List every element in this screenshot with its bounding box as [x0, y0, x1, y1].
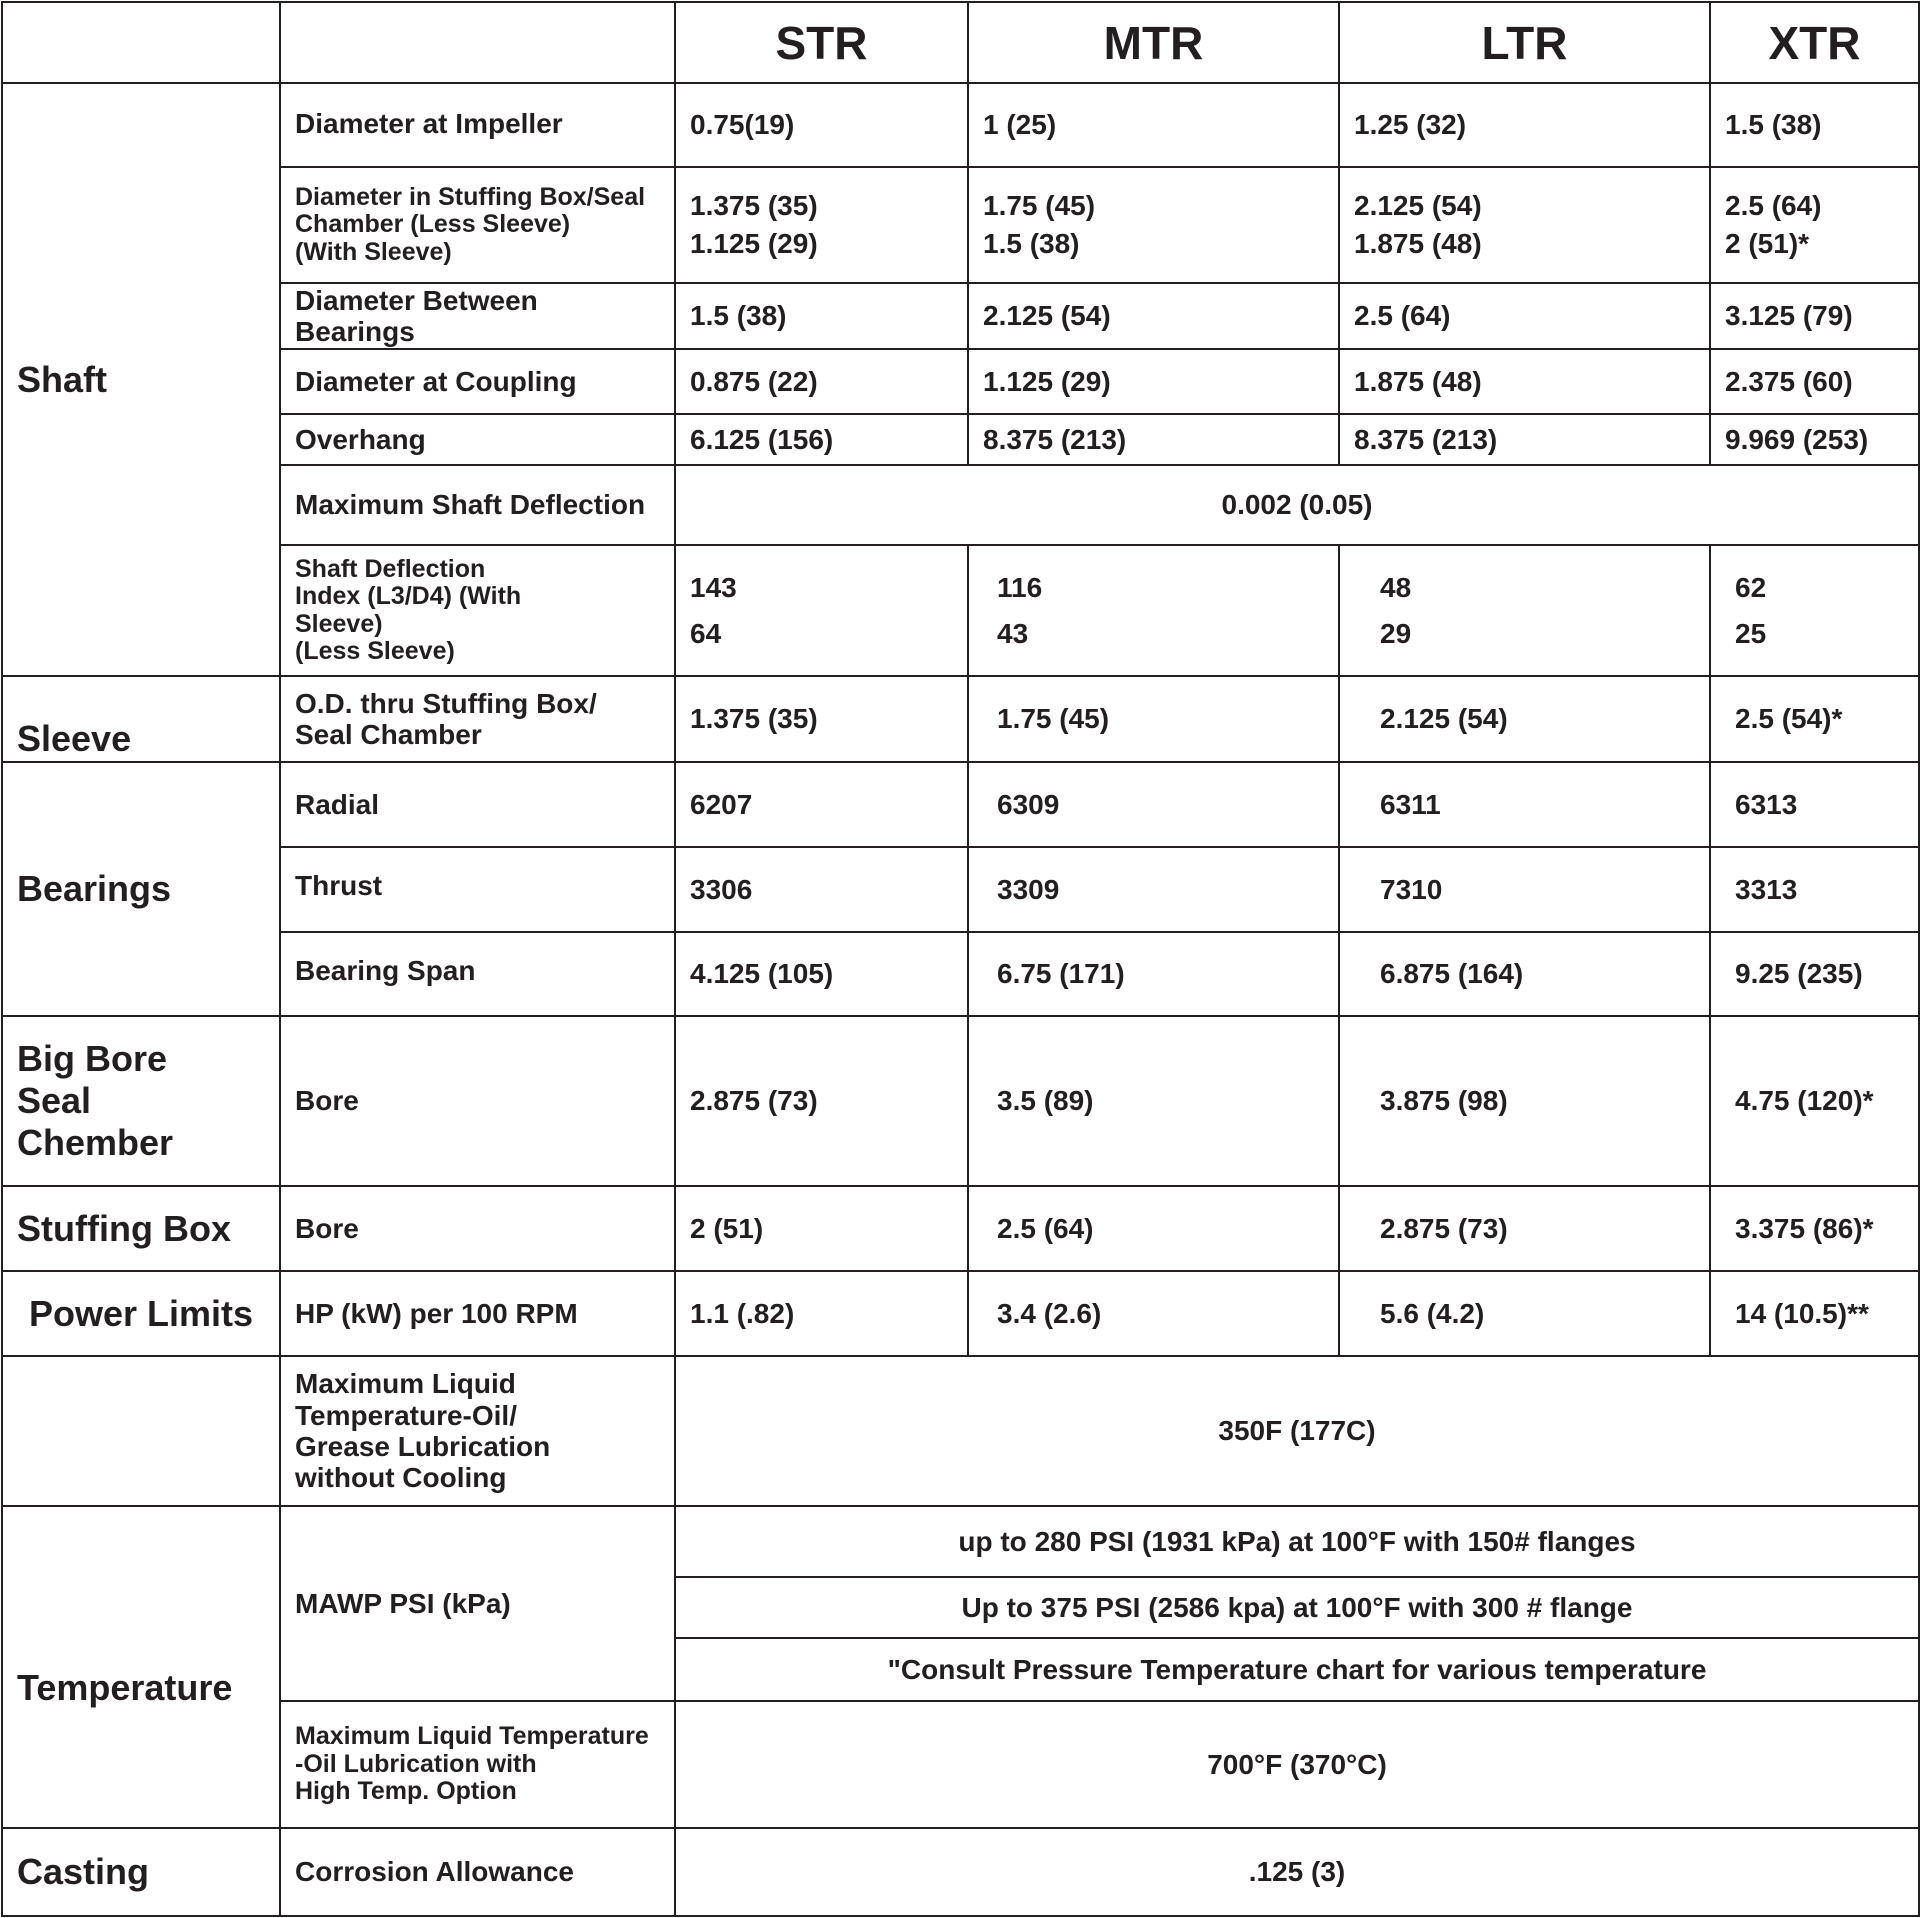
cell-str: 2 (51): [675, 1186, 968, 1271]
table-row: [2, 1016, 1919, 1186]
cell-mtr: [968, 545, 1339, 676]
label-line: (With Sleeve): [295, 237, 452, 266]
value-line: 62: [1735, 571, 1767, 603]
cell-ltr: 5.6 (4.2): [1339, 1271, 1710, 1356]
cell-str: 1.1 (.82): [675, 1271, 968, 1356]
table-row: [2, 414, 1919, 465]
value-line: 2.5 (64): [1725, 190, 1822, 222]
table-row: [2, 349, 1919, 414]
row-label: MAWP PSI (kPa): [280, 1506, 675, 1701]
cell-mtr: 6.75 (171): [968, 932, 1339, 1016]
table-row: [2, 1356, 1919, 1506]
column-header-xtr: XTR: [1710, 2, 1919, 83]
label-line: Chamber (Less Sleeve): [295, 210, 571, 239]
row-label: Thrust: [280, 847, 675, 932]
empty-section-cell: [2, 1356, 280, 1506]
cell-ltr: 3.875 (98): [1339, 1016, 1710, 1186]
cell-xtr: 9.969 (253): [1710, 414, 1919, 465]
mawp-line: up to 280 PSI (1931 kPa) at 100°F with 150# flanges: [675, 1506, 1919, 1577]
label-line: O.D. thru Stuffing Box/: [295, 687, 597, 719]
cell-ltr: [1339, 167, 1710, 283]
value-line: 29: [1380, 617, 1412, 649]
cell-ltr: 2.875 (73): [1339, 1186, 1710, 1271]
row-label: HP (kW) per 100 RPM: [280, 1271, 675, 1356]
cell-ltr: 2.5 (64): [1339, 283, 1710, 349]
table-row: [2, 167, 1919, 283]
spanning-value: 350F (177C): [675, 1356, 1919, 1506]
section-bearings: Bearings: [2, 762, 280, 1016]
cell-mtr: [968, 167, 1339, 283]
row-label: Overhang: [280, 414, 675, 465]
header-row: [2, 2, 1919, 83]
value-line: 43: [997, 617, 1029, 649]
cell-str: [675, 167, 968, 283]
column-header-ltr: LTR: [1339, 2, 1710, 83]
cell-xtr: 1.5 (38): [1710, 83, 1919, 167]
value-line: 2.125 (54): [1354, 190, 1482, 222]
row-label: Maximum Shaft Deflection: [280, 465, 675, 545]
cell-str: 6207: [675, 762, 968, 847]
corner-cell-2: [280, 2, 675, 83]
label-line: Diameter in Stuffing Box/Seal: [295, 182, 646, 211]
section-big-bore-seal-chamber: [2, 1016, 280, 1186]
label-line: without Cooling: [295, 1462, 507, 1494]
cell-xtr: 2.375 (60): [1710, 349, 1919, 414]
label-line: Maximum Liquid: [295, 1368, 516, 1400]
value-line: 2 (51)*: [1725, 228, 1810, 259]
row-label: Radial: [280, 762, 675, 847]
cell-mtr: 1 (25): [968, 83, 1339, 167]
table-row: [2, 762, 1919, 847]
row-label: Bearing Span: [280, 932, 675, 1016]
row-label: [280, 1356, 675, 1506]
value-line: 116: [997, 571, 1043, 603]
value-line: 1.75 (45): [983, 190, 1096, 222]
cell-ltr: 7310: [1339, 847, 1710, 932]
label-line: Grease Lubrication: [295, 1431, 551, 1462]
cell-ltr: 6311: [1339, 762, 1710, 847]
section-sleeve: Sleeve: [2, 676, 280, 762]
cell-str: 4.125 (105): [675, 932, 968, 1016]
label-line: Maximum Liquid Temperature: [295, 1722, 649, 1751]
row-label: [280, 676, 675, 762]
row-label: Diameter at Coupling: [280, 349, 675, 414]
cell-mtr: 2.5 (64): [968, 1186, 1339, 1271]
cell-xtr: [1710, 167, 1919, 283]
cell-ltr: 1.25 (32): [1339, 83, 1710, 167]
table-row: [2, 1701, 1919, 1828]
value-line: 1.5 (38): [983, 228, 1080, 259]
section-casting: Casting: [2, 1828, 280, 1916]
cell-str: 0.875 (22): [675, 349, 968, 414]
table-row: [2, 932, 1919, 1016]
section-line: Seal: [17, 1080, 92, 1122]
table-row: [2, 1186, 1919, 1271]
cell-xtr: 3.375 (86)*: [1710, 1186, 1919, 1271]
label-line: Index (L3/D4) (With: [295, 582, 522, 610]
row-label: [280, 1701, 675, 1828]
spanning-value: 0.002 (0.05): [675, 465, 1919, 545]
section-line: Chember: [17, 1121, 174, 1163]
row-label: [280, 167, 675, 283]
value-line: 1.375 (35): [690, 190, 818, 222]
cell-str: [675, 545, 968, 676]
section-temperature: Temperature: [2, 1506, 280, 1828]
table-row: [2, 1506, 1919, 1577]
row-label: Corrosion Allowance: [280, 1828, 675, 1916]
value-line: 143: [690, 571, 737, 603]
table-row: [2, 83, 1919, 167]
cell-xtr: 14 (10.5)**: [1710, 1271, 1919, 1356]
cell-xtr: 3.125 (79): [1710, 283, 1919, 349]
column-header-mtr: MTR: [968, 2, 1339, 83]
value-line: 25: [1735, 617, 1767, 649]
cell-mtr: 3.4 (2.6): [968, 1271, 1339, 1356]
cell-xtr: 4.75 (120)*: [1710, 1016, 1919, 1186]
label-line: Temperature-Oil/: [295, 1399, 517, 1431]
section-stuffing-box: Stuffing Box: [2, 1186, 280, 1271]
table-row: [2, 1828, 1919, 1916]
table-row: [2, 545, 1919, 676]
cell-xtr: 2.5 (54)*: [1710, 676, 1919, 762]
table-row: [2, 1271, 1919, 1356]
label-line: (Less Sleeve): [295, 637, 455, 665]
cell-mtr: 1.125 (29): [968, 349, 1339, 414]
table-row: [2, 283, 1919, 349]
value-line: 48: [1380, 571, 1412, 603]
cell-str: 2.875 (73): [675, 1016, 968, 1186]
pump-specification-table: [1, 1, 1920, 1917]
value-line: 1.875 (48): [1354, 228, 1482, 259]
cell-mtr: 1.75 (45): [968, 676, 1339, 762]
cell-ltr: 8.375 (213): [1339, 414, 1710, 465]
label-line: High Temp. Option: [295, 1777, 517, 1806]
label-line: Seal Chamber: [295, 719, 482, 750]
corner-cell: [2, 2, 280, 83]
table-row: [2, 676, 1919, 762]
label-line: Sleeve): [295, 609, 383, 638]
row-label: Bore: [280, 1186, 675, 1271]
spanning-value: 700°F (370°C): [675, 1701, 1919, 1828]
label-line: Shaft Deflection: [295, 554, 486, 583]
cell-mtr: 3.5 (89): [968, 1016, 1339, 1186]
row-label: Diameter at Impeller: [280, 83, 675, 167]
cell-xtr: 9.25 (235): [1710, 932, 1919, 1016]
cell-mtr: 6309: [968, 762, 1339, 847]
cell-str: 6.125 (156): [675, 414, 968, 465]
cell-mtr: 8.375 (213): [968, 414, 1339, 465]
label-line: -Oil Lubrication with: [295, 1749, 537, 1778]
cell-str: 1.5 (38): [675, 283, 968, 349]
section-line: Big Bore: [17, 1038, 168, 1080]
column-header-str: STR: [675, 2, 968, 83]
spanning-value: .125 (3): [675, 1828, 1919, 1916]
cell-xtr: [1710, 545, 1919, 676]
cell-ltr: [1339, 545, 1710, 676]
table-row: [2, 847, 1919, 932]
cell-mtr: 2.125 (54): [968, 283, 1339, 349]
cell-str: 0.75(19): [675, 83, 968, 167]
cell-ltr: 6.875 (164): [1339, 932, 1710, 1016]
section-shaft: Shaft: [2, 83, 280, 676]
cell-ltr: 2.125 (54): [1339, 676, 1710, 762]
mawp-line: "Consult Pressure Temperature chart for various temperature: [675, 1638, 1919, 1701]
cell-ltr: 1.875 (48): [1339, 349, 1710, 414]
cell-mtr: 3309: [968, 847, 1339, 932]
cell-str: 3306: [675, 847, 968, 932]
mawp-line: Up to 375 PSI (2586 kpa) at 100°F with 300 # flange: [675, 1577, 1919, 1638]
table-row: [2, 465, 1919, 545]
value-line: 64: [690, 617, 722, 649]
row-label: [280, 545, 675, 676]
row-label: Bore: [280, 1016, 675, 1186]
cell-str: 1.375 (35): [675, 676, 968, 762]
cell-xtr: 6313: [1710, 762, 1919, 847]
cell-xtr: 3313: [1710, 847, 1919, 932]
value-line: 1.125 (29): [690, 228, 818, 259]
section-power-limits: Power Limits: [2, 1271, 280, 1356]
row-label: Diameter Between Bearings: [280, 283, 675, 349]
